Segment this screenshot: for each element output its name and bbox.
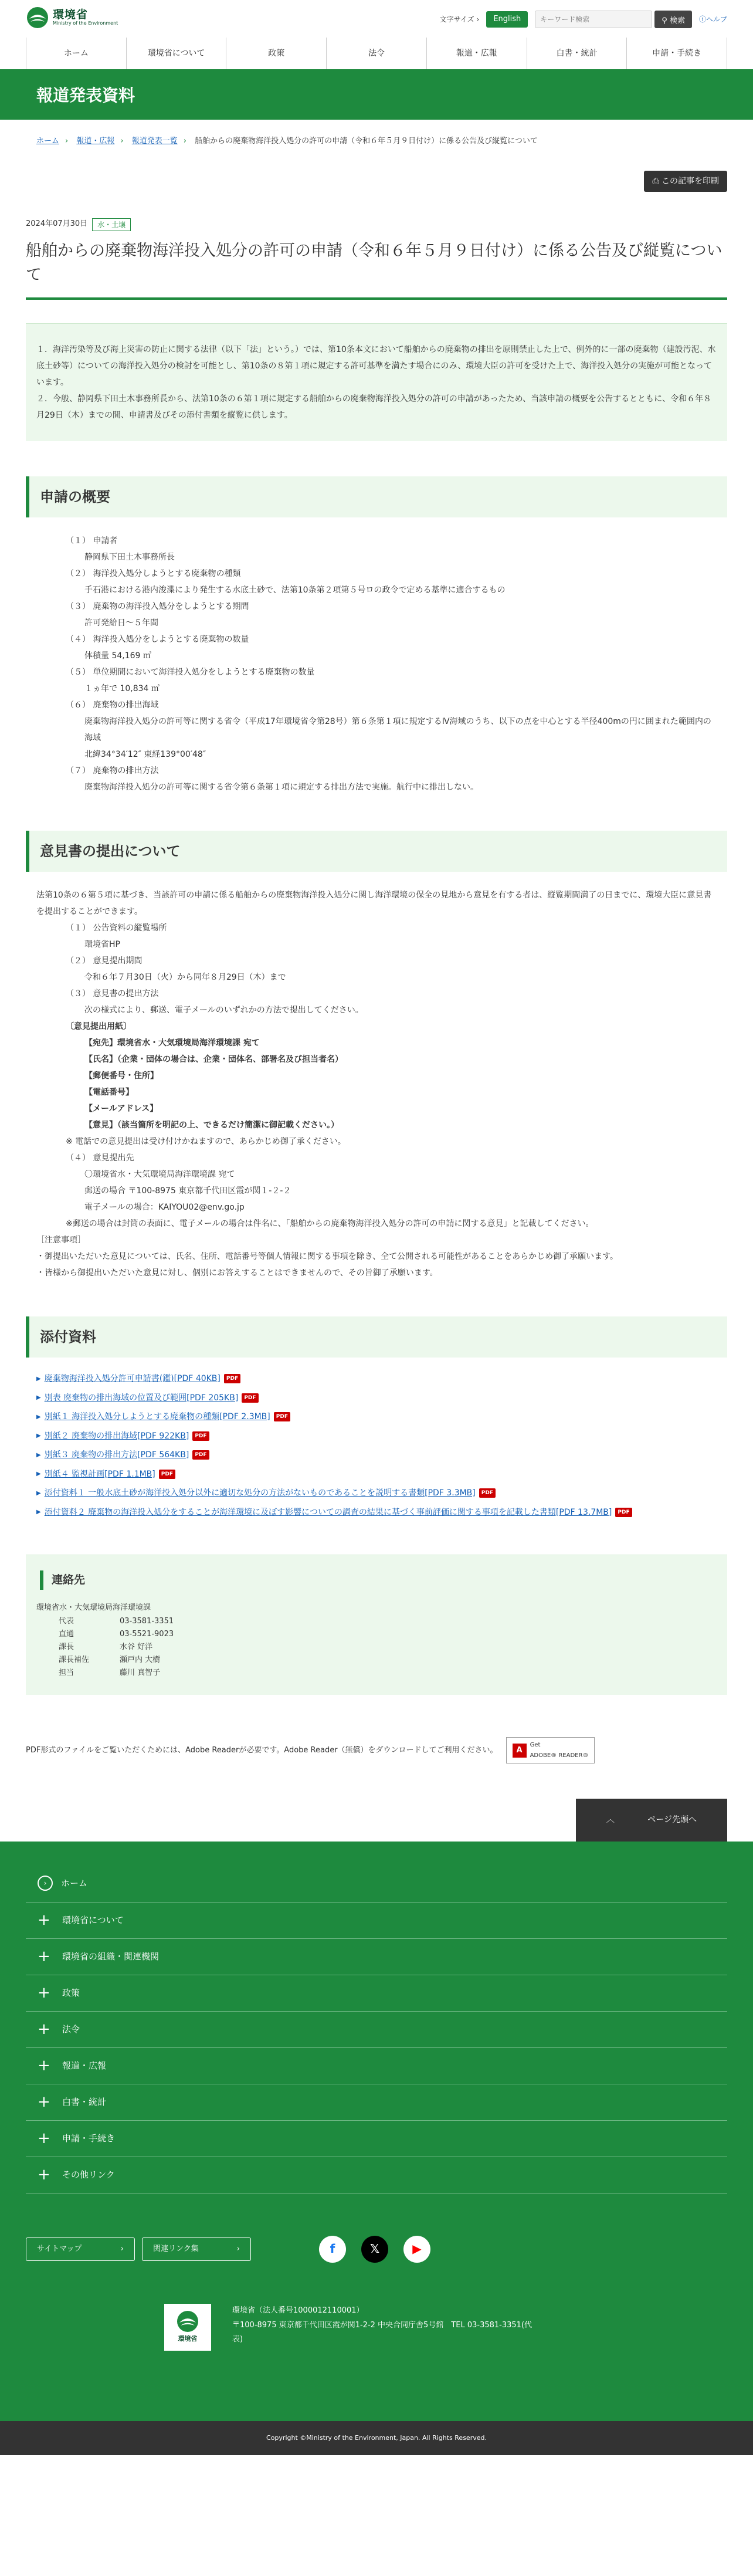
print-button-label: この記事を印刷	[662, 176, 719, 186]
contact-value: 藤川 真智子	[120, 1668, 161, 1678]
footer-home[interactable]	[26, 1865, 727, 1903]
footer-logo-label: 環境省	[178, 2334, 198, 2343]
form-field: 【意見】（該当箇所を明記の上、できるだけ簡潔に御記載ください。）	[84, 1121, 339, 1130]
form-field: 【電話番号】	[84, 1088, 134, 1097]
submit-to: 〇環境省水・大気環境局海洋環境課 宛て	[84, 1170, 235, 1179]
contact-role: 担当	[59, 1668, 74, 1678]
footer-item-label: 法令	[62, 2024, 80, 2035]
gnav-item[interactable]: 法令	[327, 38, 427, 69]
summary-label: （７） 廃棄物の排出方法	[66, 766, 159, 776]
opinion-label: （３） 意見書の提出方法	[66, 989, 159, 998]
summary-label: （４） 海洋投入処分をしようとする廃棄物の数量	[66, 635, 249, 644]
summary-value: 廃棄物海洋投入処分の許可等に関する省令第６条第１項に規定する排出方法で実施。航行中に排出しない。	[84, 783, 479, 792]
opinion-label: （２） 意見提出期間	[66, 956, 143, 966]
copyright: Copyright ©Ministry of the Environment, Japan. All Rights Reserved.	[0, 2421, 753, 2455]
attachment-item	[36, 1486, 717, 1501]
opinion-value: 環境省HP	[84, 940, 120, 949]
footer-info	[26, 2304, 727, 2421]
footer-accordion[interactable]	[26, 1939, 727, 1975]
contact-role: 直通	[59, 1630, 74, 1639]
summary-body	[26, 517, 727, 796]
article-meta	[26, 218, 727, 231]
text-size-toggle[interactable]	[440, 13, 480, 26]
attachment-link[interactable]: ▶ 別表 廃棄物の排出海域の位置及び範囲[PDF 205KB]	[44, 1393, 239, 1403]
summary-label: （６） 廃棄物の排出海域	[66, 700, 159, 710]
pdf-icon: PDF	[192, 1450, 209, 1460]
pagetop-bar	[26, 1799, 727, 1842]
section-heading-attachments: 添付資料	[26, 1316, 727, 1358]
summary-label: （１） 申請者	[66, 536, 118, 546]
attachment-list	[26, 1358, 727, 1519]
contact-row	[40, 1667, 185, 1680]
summary-value: 手石港における港内浚渫により発生する水底土砂で、法第10条第２項第５号ロの政令で定める基準に適合するもの	[84, 585, 506, 595]
footer-info-line: 〒100-8975 東京都千代田区霞が関1-2-2 中央合同庁舎5号館 TEL 03-3581-3351(代	[232, 2320, 532, 2330]
breadcrumb-link[interactable]: ホーム	[36, 137, 60, 145]
form-title: 〔意見提出用紙〕	[66, 1022, 131, 1031]
footer-item-label: 申請・手続き	[62, 2133, 116, 2144]
opinion-value: 次の様式により、郵送、電子メールのいずれかの方法で提出してください。	[84, 1006, 364, 1015]
contact-row	[40, 1615, 185, 1628]
sitemap-label: サイトマップ	[37, 2244, 82, 2253]
pdf-icon: PDF	[479, 1488, 496, 1498]
form-field: 【氏名】（企業・団体の場合は、企業・団体名、部署名及び担当者名）	[84, 1055, 343, 1064]
english-link[interactable]: English	[486, 11, 528, 28]
logo-name: 環境省	[53, 8, 89, 22]
reader-text: PDF形式のファイルをご覧いただくためには、Adobe Readerが必要です。Adobe Reader（無償）をダウンロードしてご利用ください。	[26, 1745, 498, 1755]
chevron-right-icon: ›	[120, 2244, 124, 2253]
section-heading-summary: 申請の概要	[26, 476, 727, 517]
form-field: 【宛先】環境省水・大気環境局海洋環境課 宛て	[84, 1038, 260, 1048]
attachment-item	[36, 1448, 717, 1463]
search-button[interactable]	[654, 11, 692, 28]
search-icon: ⚲	[662, 16, 667, 25]
plus-icon: +	[38, 2166, 50, 2184]
category-tag[interactable]: 水・土壌	[92, 218, 131, 231]
summary-value: 廃棄物海洋投入処分の許可等に関する省令（平成17年環境省令第28号）第６条第１項に規定するⅣ海域のうち、以下の点を中心とする半径400mの円に囲まれた範囲内の海域	[84, 717, 711, 743]
contact-value: 水谷 好洋	[120, 1643, 153, 1652]
main-content	[26, 120, 727, 1842]
global-nav	[0, 38, 753, 72]
plus-icon: +	[38, 1911, 50, 1930]
footer-buttons	[26, 2194, 727, 2263]
pdf-icon: PDF	[159, 1470, 175, 1479]
help-label: ヘルプ	[705, 15, 727, 23]
site-footer	[0, 1842, 753, 2455]
pdf-icon: PDF	[274, 1412, 290, 1421]
print-bar	[26, 166, 727, 192]
attachment-item	[36, 1505, 717, 1520]
moe-logo-icon	[176, 2310, 199, 2333]
contact-value: 瀬戸内 大樹	[120, 1656, 161, 1665]
attachment-link[interactable]: ▶ 別紙１ 海洋投入処分しようとする廃棄物の種類[PDF 2.3MB]	[44, 1412, 270, 1421]
attachment-link[interactable]: ▶ 別紙２ 廃棄物の排出海域[PDF 922KB]	[44, 1431, 189, 1441]
summary-label: （５） 単位期間において海洋投入処分をしようとする廃棄物の数量	[66, 668, 315, 677]
note-item: ・皆様から御提出いただいた意見に対し、個別にお答えすることはできませんので、その旨御了承願います。	[36, 1268, 438, 1278]
opinion-label: （１） 公告資料の縦覧場所	[66, 923, 167, 933]
text-size-label: 文字サイズ	[439, 15, 474, 23]
contact-heading: 連絡先	[40, 1570, 713, 1590]
note-item: ・御提出いただいた意見については、氏名、住所、電話番号等個人情報に関する事項を除き、全て公開される可能性があることをあらかじめ御了承願います。	[36, 1252, 619, 1261]
get-adobe-reader-button[interactable]	[506, 1737, 595, 1763]
footer-accordion[interactable]	[26, 2048, 727, 2084]
article-title: 船舶からの廃棄物海洋投入処分の許可の申請（令和６年５月９日付け）に係る公告及び縦覧について	[26, 231, 727, 300]
gnav-item[interactable]: 報道・広報	[427, 38, 527, 69]
page-hero	[0, 72, 753, 120]
pdf-icon: PDF	[615, 1508, 632, 1517]
gnav-item[interactable]: 申請・手続き	[627, 38, 727, 69]
footer-item-label: 政策	[62, 1988, 80, 1999]
submit-mail: 電子メールの場合：KAIYOU02@env.go.jp	[84, 1203, 245, 1212]
attachment-link[interactable]: ▶ 廃棄物海洋投入処分許可申請書(鑑)[PDF 40KB]	[44, 1374, 221, 1383]
sitemap-button[interactable]	[26, 2238, 135, 2262]
footer-item-label: その他リンク	[62, 2169, 115, 2181]
attachment-link[interactable]: ▶ 添付資料２ 廃棄物の海洋投入処分をすることが海洋環境に及ぼす影響についての調査の結果に基づく事前評価に関する事項を記載した書類[PDF 13.7MB]	[44, 1507, 612, 1517]
related-links-label: 関連リンク集	[153, 2244, 199, 2253]
badge-name: ADOBE® READER®	[530, 1752, 589, 1759]
footer-home-label: ホーム	[61, 1878, 88, 1889]
pdf-icon: PDF	[224, 1374, 240, 1383]
breadcrumb	[26, 120, 727, 166]
footer-accordion[interactable]	[26, 2157, 727, 2194]
footer-info-line: 環境省（法人番号1000012110001）	[232, 2306, 364, 2315]
breadcrumb-current: 船舶からの廃棄物海洋投入処分の許可の申請（令和６年５月９日付け）に係る公告及び縦覧について	[195, 137, 538, 145]
plus-icon: +	[38, 2057, 50, 2075]
related-links-button[interactable]	[142, 2238, 251, 2262]
footer-accordion[interactable]	[26, 2084, 727, 2121]
adobe-reader-notice	[26, 1737, 727, 1763]
breadcrumb-sep: ›	[183, 137, 186, 145]
footer-logo[interactable]	[164, 2304, 211, 2351]
plus-icon: +	[38, 2020, 50, 2039]
form-field: 【郵便番号・住所】	[84, 1071, 158, 1081]
section-heading-opinion: 意見書の提出について	[26, 831, 727, 872]
logo-en: Ministry of the Environment	[53, 21, 118, 26]
printer-icon: ⎙	[652, 176, 659, 186]
gnav-item[interactable]: 政策	[226, 38, 327, 69]
lead-paragraph: １．海洋汚染等及び海上災害の防止に関する法律（以下「法」という。）では、第10条本文において船舶からの廃棄物の排出を原則禁止した上で、例外的に一部の廃棄物（建設汚泥、水底土砂等）についての海洋投入処分の検討を可能とし、第10条の８第１項に規定する許可基準を満たす場合にのみ、環境大臣の許可を受けた上で、海洋投入処分の実施が可能となっています。	[36, 345, 716, 387]
gnav-item[interactable]: 白書・統計	[527, 38, 628, 69]
summary-value: 静岡県下田土木事務所長	[84, 553, 175, 562]
attachment-item	[36, 1467, 717, 1482]
form-field: 【メールアドレス】	[84, 1104, 158, 1113]
gnav-item[interactable]: ホーム	[26, 38, 127, 69]
facebook-icon[interactable]: f	[319, 2236, 346, 2263]
footer-item-label: 環境省について	[62, 1915, 124, 1926]
opinion-value: 令和６年７月30日（火）から同年８月29日（木）まで	[84, 973, 286, 982]
footer-item-label: 報道・広報	[62, 2060, 107, 2071]
plus-icon: +	[38, 2093, 50, 2111]
search-input[interactable]	[535, 11, 652, 28]
search-form	[535, 11, 692, 28]
print-button[interactable]	[644, 171, 727, 192]
notes-title: ［注意事項］	[36, 1235, 86, 1245]
opinion-intro: 法第10条の６第５項に基づき、当該許可の申請に係る船舶からの廃棄物海洋投入処分に関し海洋環境の保全の見地から意見を有する者は、縦覧期間満了の日までに、環境大臣に意見書を提出することができます。	[36, 891, 712, 916]
summary-value: １ヵ年で 10,834 ㎥	[84, 684, 160, 693]
contact-row	[40, 1654, 185, 1667]
pagetop-button[interactable]	[576, 1799, 727, 1842]
contact-box	[26, 1555, 727, 1695]
contact-role: 代表	[59, 1617, 74, 1626]
x-icon[interactable]: 𝕏	[361, 2236, 388, 2263]
submit-post: 郵送の場合 〒100-8975 東京都千代田区霞が関１-２-２	[84, 1186, 291, 1196]
plus-icon: +	[38, 1984, 50, 2002]
contact-table	[40, 1615, 185, 1680]
chevron-up-icon: ︿	[591, 1806, 630, 1834]
breadcrumb-link[interactable]: 報道・広報	[76, 137, 115, 145]
article-lead	[26, 323, 727, 441]
pagetop-label: ページ先頭へ	[632, 1806, 712, 1834]
contact-org: 環境省水・大気環境局海洋環境課	[36, 1603, 151, 1613]
footer-accordion[interactable]	[26, 2012, 727, 2048]
attachment-item	[36, 1429, 717, 1444]
gnav-item[interactable]: 環境省について	[127, 38, 227, 69]
help-icon: ⓘ	[698, 15, 706, 23]
summary-coords: 北緯34°34′12″ 東経139°00′48″	[84, 750, 206, 759]
site-header	[0, 0, 753, 38]
site-logo[interactable]	[26, 6, 118, 29]
footer-item-label: 環境省の組織・関連機関	[62, 1951, 160, 1962]
attachment-link[interactable]: ▶ 添付資料１ 一般水底土砂が海洋投入処分以外に適切な処分の方法がないものであることを説明する書類[PDF 3.3MB]	[44, 1488, 476, 1498]
summary-value: 体積量 54,169 ㎥	[84, 651, 151, 661]
moe-logo-icon	[26, 6, 49, 29]
submit-note: ※郵送の場合は封筒の表面に、電子メールの場合は件名に、「船舶からの廃棄物海洋投入処分の許可の申請に関する意見」と記載してください。	[66, 1219, 594, 1228]
summary-label: （２） 海洋投入処分しようとする廃棄物の種類	[66, 569, 241, 578]
help-link[interactable]	[699, 13, 727, 26]
opinion-label: （４） 意見提出先	[66, 1153, 134, 1163]
pdf-icon: PDF	[242, 1393, 258, 1403]
contact-role: 課長	[59, 1643, 74, 1652]
footer-accordion[interactable]	[26, 1903, 727, 1939]
summary-label: （３） 廃棄物の海洋投入処分をしようとする期間	[66, 602, 249, 611]
breadcrumb-sep: ›	[120, 137, 124, 145]
footer-accordion[interactable]	[26, 2121, 727, 2157]
breadcrumb-sep: ›	[65, 137, 69, 145]
youtube-icon[interactable]: ▶	[403, 2236, 430, 2263]
adobe-icon: A	[513, 1744, 527, 1758]
chevron-right-icon: ›	[236, 2244, 240, 2253]
contact-value: 03-3581-3351	[120, 1617, 174, 1626]
footer-address	[232, 2304, 532, 2351]
footer-item-label: 白書・統計	[62, 2097, 107, 2108]
chevron-right-icon: ›	[38, 1876, 53, 1891]
attachment-item	[36, 1410, 717, 1424]
plus-icon: +	[38, 1948, 50, 1966]
pdf-icon: PDF	[192, 1431, 209, 1441]
attachment-link[interactable]: ▶ 別紙３ 廃棄物の排出方法[PDF 564KB]	[44, 1450, 189, 1460]
lead-paragraph: ２．今般、静岡県下田土木事務所長から、法第10条の６第１項に規定する船舶からの廃棄物海洋投入処分の許可の申請があったため、当該申請の概要を公告するとともに、令和６年８月29日（木）までの間、申請書及びその添付書類を縦覧に供します。	[36, 394, 712, 420]
chevron-right-icon: ›	[476, 15, 480, 23]
footer-info-line: 表)	[232, 2335, 243, 2344]
opinion-body	[26, 872, 727, 1281]
plus-icon: +	[38, 2130, 50, 2148]
contact-value: 03-5521-9023	[120, 1630, 174, 1639]
attachment-link[interactable]: ▶ 別紙４ 監視計画[PDF 1.1MB]	[44, 1469, 155, 1479]
contact-role: 課長補佐	[59, 1656, 90, 1665]
search-button-label: 検索	[669, 16, 685, 25]
social-links	[319, 2236, 430, 2263]
footer-accordion[interactable]	[26, 1975, 727, 2012]
summary-value: 許可発給日～５年間	[84, 618, 158, 628]
contact-row	[40, 1641, 185, 1654]
article-date: 2024年07月30日	[26, 219, 88, 229]
breadcrumb-link[interactable]: 報道発表一覧	[131, 137, 178, 145]
attachment-item	[36, 1372, 717, 1386]
utility-bar	[440, 11, 727, 28]
page-section-title: 報道発表資料	[36, 86, 135, 105]
attachment-item	[36, 1391, 717, 1406]
badge-get: Get	[530, 1742, 541, 1749]
contact-row	[40, 1628, 185, 1641]
phone-note: ※ 電話での意見提出は受け付けかねますので、あらかじめ御了承ください。	[66, 1137, 346, 1146]
